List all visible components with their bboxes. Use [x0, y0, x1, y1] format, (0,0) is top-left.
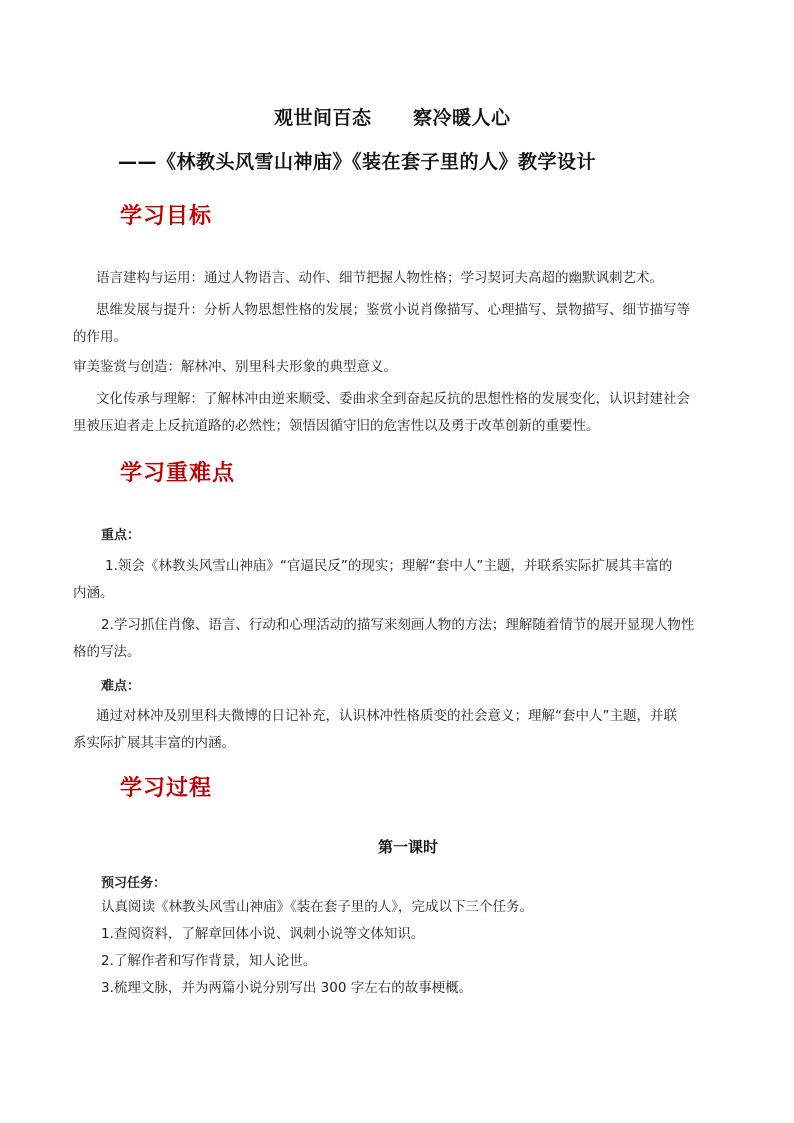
preview-task-item: 2.了解作者和写作背景，知人论世。 [101, 953, 317, 969]
page-title-left: 观世间百态 [274, 107, 372, 129]
preview-task-item: 3.梳理文脉，并为两篇小说分别写出 300 字左右的故事梗概。 [101, 980, 473, 996]
preview-task-item: 认真阅读《林教头风雪山神庙》《装在套子里的人》，完成以下三个任务。 [101, 899, 533, 915]
preview-task-item: 1.查阅资料，了解章回体小说、讽刺小说等文体知识。 [101, 926, 425, 942]
difficult-points-label: 难点： [101, 679, 141, 694]
goal-item: 审美鉴赏与创造：解林冲、别里科夫形象的典型意义。 [73, 359, 397, 375]
goal-item: 语言建构与运用：通过人物语言、动作、细节把握人物性格；学习契诃夫高超的幽默讽刺艺术。 [96, 270, 663, 286]
key-point-item: 2.学习抓住肖像、语言、行动和心理活动的描写来刻画人物的方法；理解随着情节的展开显现人物性 [101, 617, 695, 633]
page-title-right: 察冷暖人心 [413, 107, 511, 129]
difficult-point-item-continued: 系实际扩展其丰富的内涵。 [73, 735, 235, 751]
section-heading-process: 学习过程 [120, 776, 213, 801]
section-heading-key-points: 学习重难点 [120, 461, 236, 486]
difficult-point-item: 通过对林冲及别里科夫微博的日记补充，认识林冲性格质变的社会意义；理解“套中人”主题，并联 [96, 708, 677, 724]
goal-item-continued: 的作用。 [73, 329, 127, 345]
key-point-item-continued: 格的写法。 [73, 644, 141, 660]
goal-item-continued: 里被压迫者走上反抗道路的必然性；领悟因循守旧的危害性以及勇于改革创新的重要性。 [73, 418, 600, 434]
goal-item: 文化传承与理解：了解林冲由逆来顺受、委曲求全到奋起反抗的思想性格的发展变化，认识封建社会 [96, 391, 690, 407]
section-heading-goals: 学习目标 [120, 204, 213, 229]
goal-item: 思维发展与提升：分析人物思想性格的发展；鉴赏小说肖像描写、心理描写、景物描写、细节描写等 [96, 302, 690, 318]
key-points-label: 重点： [101, 528, 141, 543]
key-point-item-continued: 内涵。 [73, 585, 114, 601]
lesson-title: 第一课时 [378, 838, 439, 856]
key-point-item: 1.领会《林教头风雪山神庙》“官逼民反”的现实；理解“套中人”主题，并联系实际扩展其丰富的 [105, 558, 673, 574]
page-subtitle: ——《林教头风雪山神庙》《装在套子里的人》教学设计 [118, 151, 597, 173]
preview-task-label: 预习任务： [101, 876, 167, 891]
